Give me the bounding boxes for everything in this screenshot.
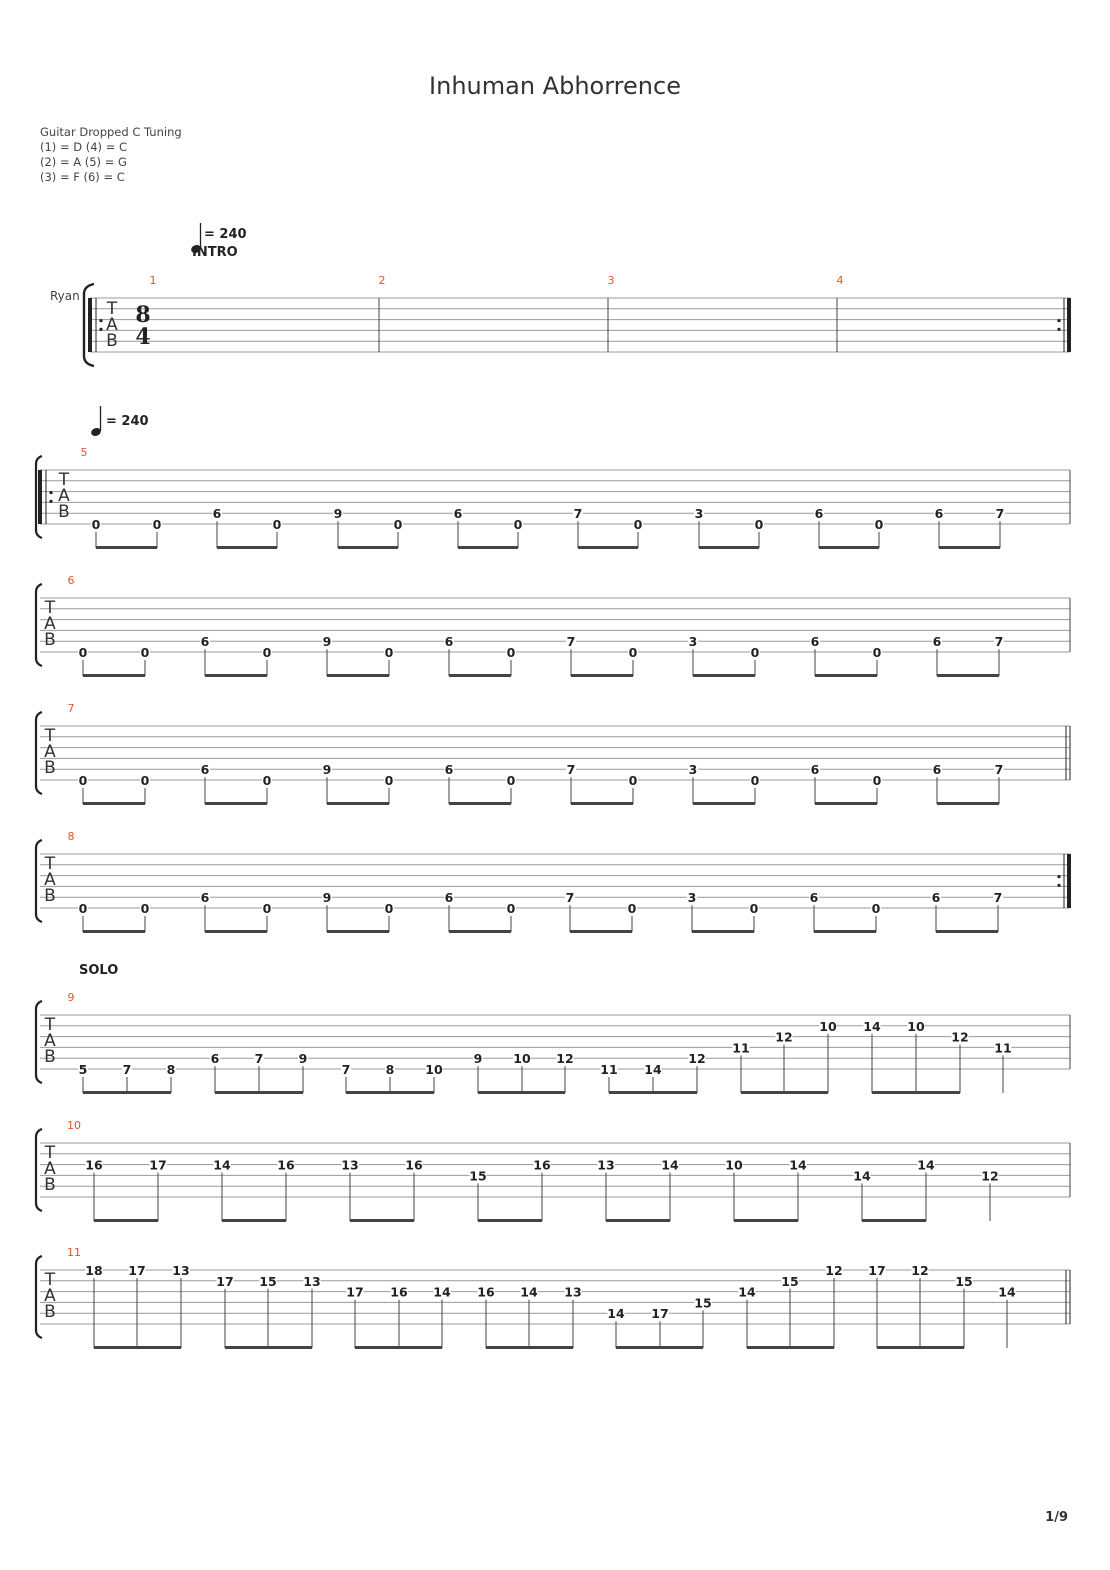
fret-number: 0	[506, 645, 516, 660]
beam	[458, 546, 518, 549]
fret-number: 0	[78, 645, 88, 660]
beam	[94, 1219, 158, 1222]
fret-number: 6	[932, 634, 942, 650]
fret-number: 7	[994, 634, 1004, 650]
time-signature-top: 8	[135, 302, 151, 328]
fret-number: 0	[750, 773, 760, 788]
fret-number: 9	[322, 890, 332, 906]
tab-letter-t: T	[44, 1015, 56, 1035]
measure-number: 8	[67, 830, 75, 843]
fret-number: 10	[725, 1157, 743, 1173]
repeat-end-thick	[1067, 854, 1071, 908]
fret-number: 0	[140, 645, 150, 660]
beam	[94, 1346, 181, 1349]
fret-number: 14	[853, 1168, 871, 1184]
beam	[83, 1091, 171, 1094]
beam	[609, 1091, 697, 1094]
beam	[225, 1346, 312, 1349]
fret-number: 9	[322, 762, 332, 778]
fret-number: 0	[750, 645, 760, 660]
fret-number: 0	[627, 901, 637, 916]
fret-number: 3	[694, 506, 704, 522]
tab-letter-t: T	[106, 299, 118, 319]
fret-number: 12	[688, 1051, 706, 1067]
repeat-dot	[1057, 884, 1060, 887]
beam	[872, 1091, 960, 1094]
tab-letter-b: B	[44, 1302, 56, 1322]
beam	[578, 546, 638, 549]
fret-number: 7	[994, 762, 1004, 778]
beam	[449, 802, 511, 805]
beam	[215, 1091, 303, 1094]
fret-number: 0	[872, 645, 882, 660]
beam	[616, 1346, 703, 1349]
fret-number: 11	[994, 1040, 1012, 1056]
fret-number: 13	[341, 1157, 359, 1173]
fret-number: 3	[688, 634, 698, 650]
fret-number: 0	[262, 645, 272, 660]
beam	[741, 1091, 828, 1094]
fret-number: 6	[444, 890, 454, 906]
fret-number: 14	[520, 1284, 538, 1300]
fret-number: 0	[78, 773, 88, 788]
fret-number: 6	[932, 762, 942, 778]
fret-number: 0	[91, 517, 101, 532]
fret-number: 10	[425, 1062, 443, 1077]
beam	[815, 802, 877, 805]
tempo-marking: = 240	[204, 227, 247, 242]
tab-letter-t: T	[44, 1270, 56, 1290]
tab-letter-t: T	[44, 598, 56, 618]
system-bracket	[36, 1129, 42, 1211]
fret-number: 7	[565, 890, 575, 906]
repeat-dot	[49, 491, 52, 494]
fret-number: 16	[85, 1157, 103, 1173]
fret-number: 7	[573, 506, 583, 522]
fret-number: 12	[981, 1168, 999, 1184]
beam	[222, 1219, 286, 1222]
measure-number: 3	[607, 274, 615, 287]
repeat-start-thick	[88, 298, 92, 352]
tab-letter-b: B	[44, 1047, 56, 1067]
fret-number: 0	[749, 901, 759, 916]
measure-number: 11	[67, 1246, 81, 1259]
beam	[819, 546, 879, 549]
fret-number: 14	[863, 1018, 881, 1034]
fret-number: 0	[262, 901, 272, 916]
tab-letter-b: B	[44, 1175, 56, 1195]
beam	[571, 802, 633, 805]
time-signature-bottom: 4	[135, 324, 151, 350]
fret-number: 10	[513, 1051, 531, 1067]
fret-number: 9	[322, 634, 332, 650]
beam	[815, 674, 877, 677]
fret-number: 10	[819, 1018, 837, 1034]
measure-number: 9	[67, 991, 75, 1004]
page-number: 1/9	[1045, 1510, 1068, 1525]
fret-number: 16	[390, 1284, 408, 1300]
beam	[699, 546, 759, 549]
fret-number: 14	[661, 1157, 679, 1173]
tab-letter-a: A	[58, 486, 70, 506]
fret-number: 9	[473, 1051, 483, 1067]
beam	[692, 930, 754, 933]
fret-number: 14	[789, 1157, 807, 1173]
fret-number: 7	[566, 762, 576, 778]
tuning-heading: Guitar Dropped C Tuning	[40, 125, 182, 139]
fret-number: 0	[78, 901, 88, 916]
fret-number: 6	[453, 506, 463, 522]
fret-number: 16	[277, 1157, 295, 1173]
fret-number: 0	[872, 773, 882, 788]
fret-number: 9	[298, 1051, 308, 1067]
fret-number: 17	[651, 1306, 669, 1322]
fret-number: 15	[694, 1295, 712, 1311]
fret-number: 7	[254, 1051, 264, 1067]
fret-number: 6	[212, 506, 222, 522]
fret-number: 6	[200, 634, 210, 650]
beam	[937, 802, 999, 805]
fret-number: 0	[628, 773, 638, 788]
fret-number: 0	[393, 517, 403, 532]
fret-number: 6	[200, 890, 210, 906]
fret-number: 14	[738, 1284, 756, 1300]
fret-number: 0	[513, 517, 523, 532]
fret-number: 0	[871, 901, 881, 916]
fret-number: 0	[272, 517, 282, 532]
fret-number: 6	[444, 762, 454, 778]
beam	[205, 802, 267, 805]
fret-number: 14	[917, 1157, 935, 1173]
measure-number: 4	[836, 274, 844, 287]
fret-number: 6	[934, 506, 944, 522]
fret-number: 0	[152, 517, 162, 532]
tempo-marking: = 240	[106, 414, 149, 429]
repeat-dot	[99, 319, 102, 322]
repeat-end-thick	[1067, 298, 1071, 352]
fret-number: 6	[810, 634, 820, 650]
beam	[862, 1219, 926, 1222]
track-name-label: Ryan	[50, 289, 80, 303]
repeat-dot	[1057, 328, 1060, 331]
fret-number: 7	[566, 634, 576, 650]
tuning-line-3: (3) = F (6) = C	[40, 170, 125, 184]
tuning-line-1: (1) = D (4) = C	[40, 140, 128, 154]
fret-number: 16	[405, 1157, 423, 1173]
fret-number: 11	[732, 1040, 750, 1056]
fret-number: 12	[911, 1263, 929, 1278]
fret-number: 0	[384, 773, 394, 788]
measure-number: 1	[149, 274, 157, 287]
fret-number: 6	[809, 890, 819, 906]
fret-number: 14	[607, 1306, 625, 1322]
tuning-line-2: (2) = A (5) = G	[40, 155, 127, 169]
repeat-dot	[99, 328, 102, 331]
beam	[486, 1346, 573, 1349]
fret-number: 6	[200, 762, 210, 778]
fret-number: 14	[433, 1284, 451, 1300]
fret-number: 15	[955, 1273, 973, 1289]
section-label-solo: SOLO	[79, 963, 119, 978]
beam	[877, 1346, 964, 1349]
fret-number: 12	[825, 1263, 843, 1278]
fret-number: 10	[907, 1018, 925, 1034]
section-label-intro: INTRO	[192, 245, 238, 260]
beam	[478, 1091, 565, 1094]
fret-number: 14	[998, 1284, 1016, 1300]
beam	[327, 674, 389, 677]
fret-number: 17	[128, 1263, 146, 1278]
beam	[571, 674, 633, 677]
beam	[338, 546, 398, 549]
fret-number: 15	[259, 1273, 277, 1289]
fret-number: 12	[556, 1051, 574, 1067]
beam	[814, 930, 876, 933]
tab-letter-t: T	[58, 470, 70, 490]
fret-number: 0	[874, 517, 884, 532]
beam	[693, 802, 755, 805]
beam	[83, 930, 145, 933]
beam	[449, 930, 511, 933]
measure-number: 6	[67, 574, 75, 587]
measure-number: 10	[67, 1119, 81, 1132]
beam	[83, 674, 145, 677]
fret-number: 0	[633, 517, 643, 532]
fret-number: 16	[533, 1157, 551, 1173]
fret-number: 17	[149, 1157, 167, 1173]
fret-number: 8	[166, 1062, 176, 1077]
beam	[205, 930, 267, 933]
system-bracket	[36, 1001, 42, 1083]
measure-number: 2	[378, 274, 386, 287]
measure-number: 5	[80, 446, 88, 459]
fret-number: 13	[303, 1273, 321, 1289]
tab-letter-t: T	[44, 726, 56, 746]
beam	[327, 930, 389, 933]
fret-number: 6	[444, 634, 454, 650]
fret-number: 0	[384, 645, 394, 660]
tab-letter-b: B	[44, 886, 56, 906]
beam	[606, 1219, 670, 1222]
fret-number: 14	[644, 1062, 662, 1077]
beam	[96, 546, 157, 549]
fret-number: 8	[385, 1062, 395, 1077]
tab-letter-b: B	[44, 630, 56, 650]
fret-number: 7	[993, 890, 1003, 906]
system-bracket	[36, 584, 42, 666]
fret-number: 0	[506, 901, 516, 916]
tab-letter-a: A	[44, 870, 56, 890]
tab-letter-b: B	[44, 758, 56, 778]
tab-letter-a: A	[106, 315, 118, 335]
fret-number: 9	[333, 506, 343, 522]
fret-number: 17	[868, 1263, 886, 1278]
beam	[734, 1219, 798, 1222]
fret-number: 0	[384, 901, 394, 916]
beam	[205, 674, 267, 677]
beam	[217, 546, 277, 549]
fret-number: 0	[140, 773, 150, 788]
system-bracket	[36, 1256, 42, 1338]
fret-number: 16	[477, 1284, 495, 1300]
fret-number: 3	[688, 762, 698, 778]
fret-number: 0	[506, 773, 516, 788]
fret-number: 15	[781, 1273, 799, 1289]
tab-letter-a: A	[44, 742, 56, 762]
repeat-dot	[1057, 875, 1060, 878]
tab-letter-a: A	[44, 1286, 56, 1306]
beam	[449, 674, 511, 677]
fret-number: 13	[172, 1263, 190, 1278]
beam	[346, 1091, 434, 1094]
fret-number: 13	[564, 1284, 582, 1300]
tab-letter-t: T	[44, 1143, 56, 1163]
fret-number: 0	[628, 645, 638, 660]
fret-number: 7	[995, 506, 1005, 522]
measure-number: 7	[67, 702, 75, 715]
fret-number: 7	[341, 1062, 351, 1077]
beam	[937, 674, 999, 677]
system-bracket	[36, 712, 42, 794]
fret-number: 18	[85, 1263, 103, 1278]
tab-letter-b: B	[58, 502, 70, 522]
fret-number: 13	[597, 1157, 615, 1173]
system-bracket	[36, 840, 42, 922]
tab-letter-a: A	[44, 1159, 56, 1179]
fret-number: 3	[687, 890, 697, 906]
fret-number: 5	[78, 1062, 88, 1077]
tab-letter-b: B	[106, 331, 118, 351]
beam	[327, 802, 389, 805]
repeat-dot	[1057, 319, 1060, 322]
fret-number: 6	[210, 1051, 220, 1067]
fret-number: 7	[122, 1062, 132, 1077]
beam	[693, 674, 755, 677]
beam	[939, 546, 1000, 549]
fret-number: 6	[810, 762, 820, 778]
repeat-start-thick	[38, 470, 42, 524]
song-title: Inhuman Abhorrence	[429, 72, 681, 100]
fret-number: 15	[469, 1168, 487, 1184]
fret-number: 0	[262, 773, 272, 788]
tab-letter-t: T	[44, 854, 56, 874]
tab-letter-a: A	[44, 1031, 56, 1051]
fret-number: 11	[600, 1062, 618, 1077]
fret-number: 14	[213, 1157, 231, 1173]
fret-number: 6	[931, 890, 941, 906]
beam	[350, 1219, 414, 1222]
tab-letter-a: A	[44, 614, 56, 634]
fret-number: 0	[754, 517, 764, 532]
beam	[936, 930, 998, 933]
fret-number: 12	[951, 1029, 969, 1045]
beam	[478, 1219, 542, 1222]
beam	[83, 802, 145, 805]
beam	[747, 1346, 834, 1349]
beam	[355, 1346, 442, 1349]
fret-number: 0	[140, 901, 150, 916]
repeat-dot	[49, 500, 52, 503]
fret-number: 17	[346, 1284, 364, 1300]
fret-number: 17	[216, 1273, 234, 1289]
fret-number: 6	[814, 506, 824, 522]
beam	[570, 930, 632, 933]
fret-number: 12	[775, 1029, 793, 1045]
